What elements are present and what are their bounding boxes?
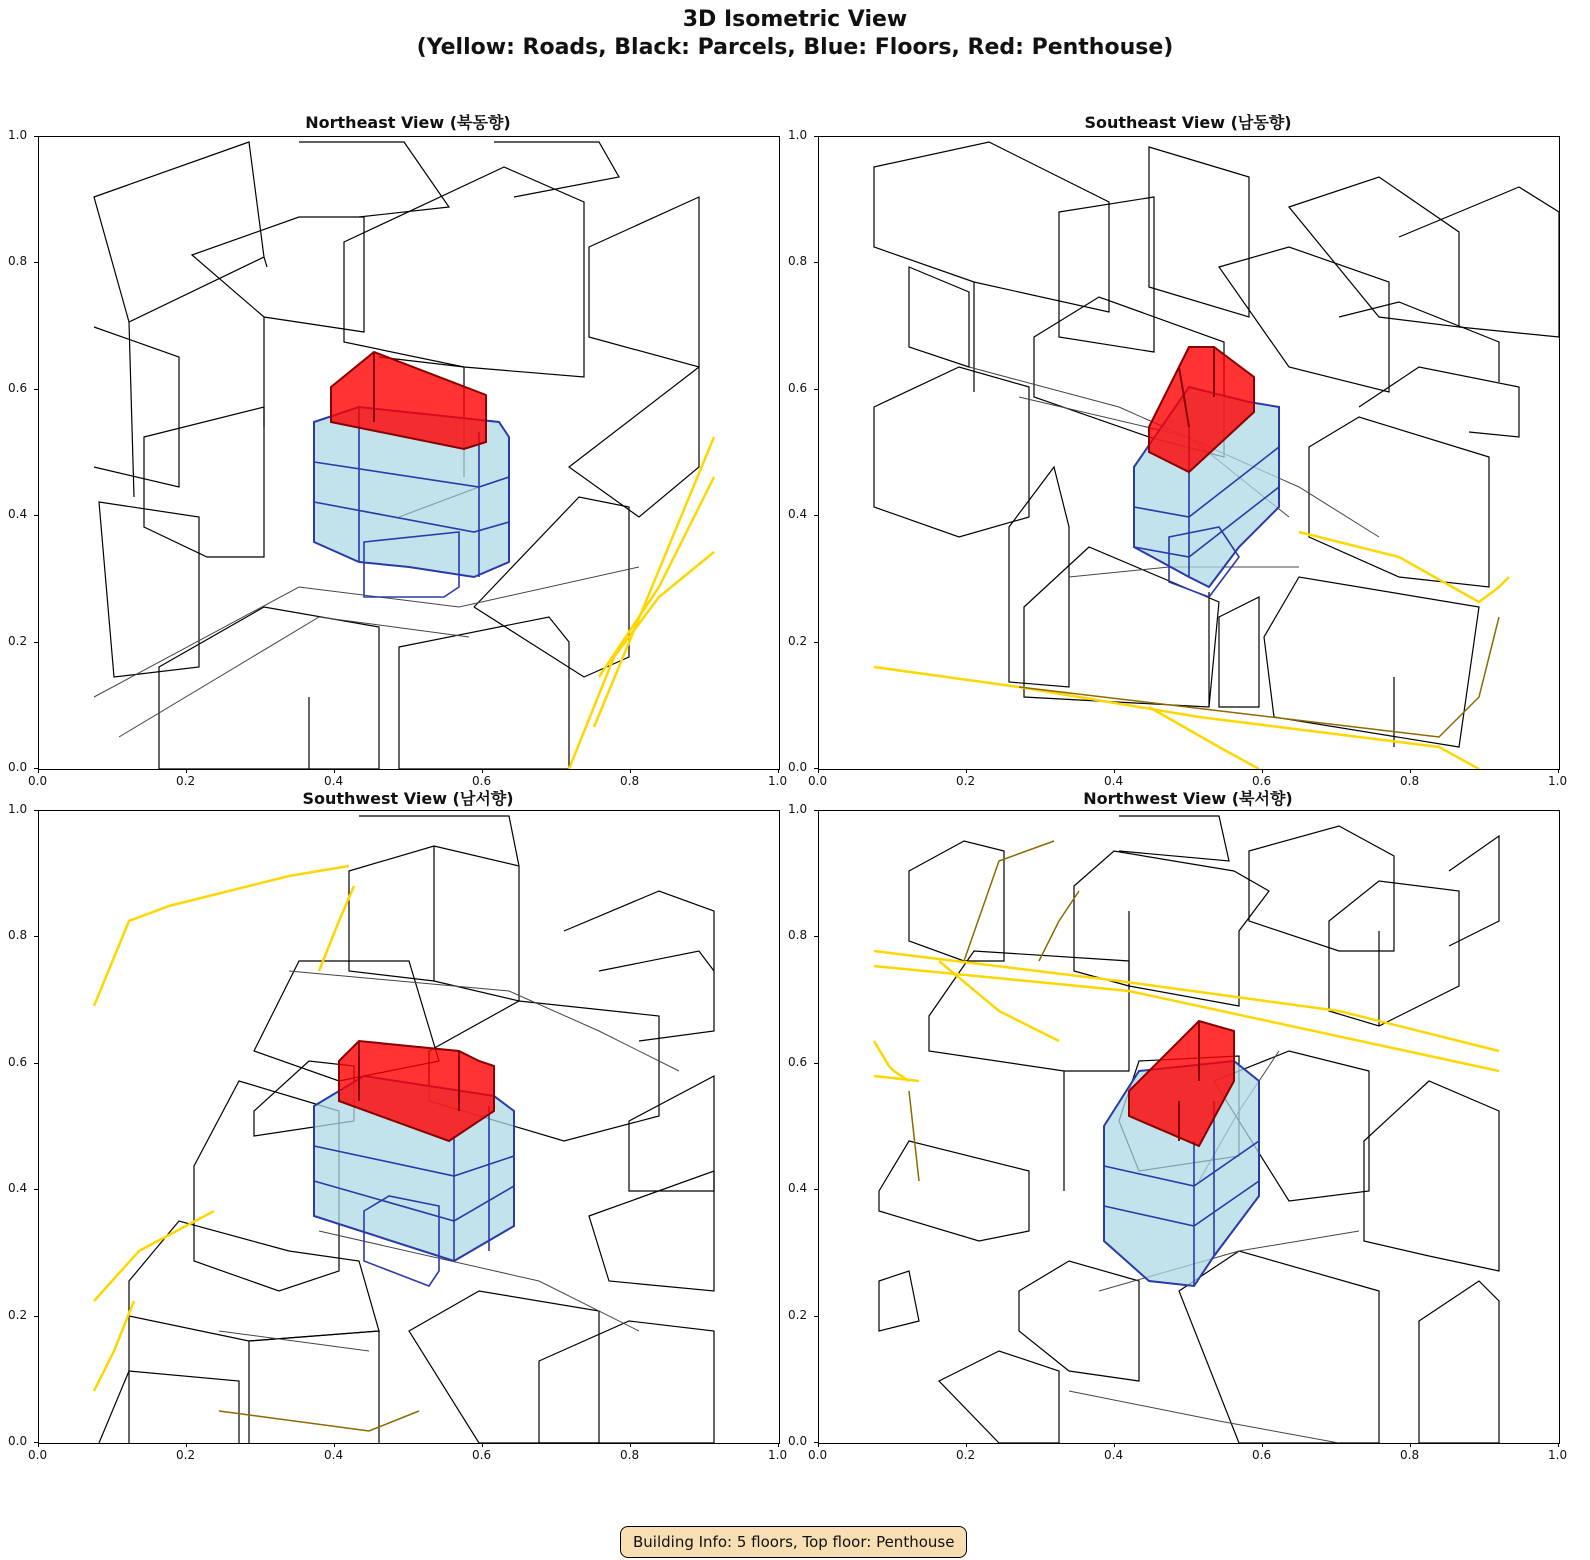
y-tick-label: 0.2	[8, 1307, 28, 1322]
building-info-box: Building Info: 5 floors, Top floor: Penthouse	[620, 1526, 967, 1558]
southeast-view-drawing	[819, 137, 1559, 769]
panel-title-northwest: Northwest View (북서향)	[1083, 789, 1293, 808]
y-tick-label: 0.2	[788, 633, 808, 648]
y-tick-mark	[814, 936, 818, 937]
y-tick-label: 1.0	[8, 802, 28, 816]
x-tick-mark	[38, 1443, 39, 1447]
y-tick-mark	[814, 389, 818, 390]
y-tick-mark	[814, 136, 818, 137]
x-tick-mark	[1558, 769, 1559, 773]
x-tick-mark	[1410, 769, 1411, 773]
southwest-view-drawing	[39, 811, 779, 1443]
x-tick-mark	[186, 1443, 187, 1447]
y-tick-label: 0.0	[8, 760, 28, 774]
y-tick-label: 0.2	[788, 1307, 808, 1322]
y-tick-mark	[814, 1442, 818, 1443]
x-tick-label: 0.6	[1252, 774, 1272, 788]
southwest-view-axes	[38, 810, 780, 1444]
y-tick-label: 0.8	[8, 254, 28, 269]
northeast-view-axes	[38, 136, 780, 770]
y-tick-label: 0.6	[8, 1054, 28, 1069]
y-tick-mark	[34, 262, 38, 263]
x-tick-mark	[1114, 769, 1115, 773]
x-tick-label: 0.2	[176, 1448, 196, 1462]
y-tick-mark	[34, 936, 38, 937]
x-tick-label: 1.0	[1548, 774, 1568, 788]
x-tick-label: 0.0	[28, 1448, 48, 1462]
y-tick-label: 0.8	[788, 928, 808, 943]
y-tick-label: 0.6	[788, 380, 808, 395]
y-tick-mark	[814, 810, 818, 811]
y-tick-mark	[814, 642, 818, 643]
southeast-view-axes	[818, 136, 1560, 770]
x-tick-label: 0.4	[1104, 1448, 1124, 1462]
x-tick-mark	[818, 769, 819, 773]
x-tick-label: 1.0	[768, 1448, 788, 1462]
y-tick-mark	[34, 136, 38, 137]
y-tick-mark	[34, 1316, 38, 1317]
y-tick-label: 0.0	[788, 1434, 808, 1448]
y-tick-mark	[814, 262, 818, 263]
x-tick-label: 0.2	[956, 1448, 976, 1462]
northwest-view-axes	[818, 810, 1560, 1444]
northwest-view-drawing	[819, 811, 1559, 1443]
x-tick-label: 0.6	[472, 774, 492, 788]
y-tick-label: 1.0	[8, 128, 28, 142]
y-tick-label: 0.4	[8, 1181, 28, 1196]
x-tick-mark	[966, 769, 967, 773]
y-tick-mark	[34, 810, 38, 811]
x-tick-label: 0.0	[808, 1448, 828, 1462]
y-tick-label: 0.4	[788, 1181, 808, 1196]
y-tick-mark	[814, 1189, 818, 1190]
y-tick-mark	[34, 1189, 38, 1190]
figure-title: 3D Isometric View	[682, 7, 908, 32]
y-tick-mark	[34, 768, 38, 769]
x-tick-label: 0.4	[324, 1448, 344, 1462]
x-tick-mark	[778, 1443, 779, 1447]
x-tick-label: 0.6	[1252, 1448, 1272, 1462]
y-tick-label: 0.8	[8, 928, 28, 943]
y-tick-mark	[34, 1063, 38, 1064]
x-tick-label: 0.2	[956, 774, 976, 788]
x-tick-label: 0.0	[28, 774, 48, 788]
x-tick-mark	[1114, 1443, 1115, 1447]
panel-title-southwest: Southwest View (남서향)	[302, 789, 514, 808]
y-tick-label: 0.6	[8, 380, 28, 395]
x-tick-label: 0.8	[1400, 1448, 1420, 1462]
y-tick-mark	[34, 1442, 38, 1443]
x-tick-mark	[778, 769, 779, 773]
x-tick-mark	[1558, 1443, 1559, 1447]
x-tick-label: 0.8	[620, 774, 640, 788]
x-tick-label: 0.4	[1104, 774, 1124, 788]
panel-title-northeast: Northeast View (북동향)	[305, 113, 511, 132]
x-tick-mark	[818, 1443, 819, 1447]
figure-subtitle: (Yellow: Roads, Black: Parcels, Blue: Floors, Red: Penthouse)	[416, 35, 1174, 60]
x-tick-mark	[966, 1443, 967, 1447]
y-tick-mark	[34, 389, 38, 390]
x-tick-label: 0.4	[324, 774, 344, 788]
x-tick-mark	[1262, 1443, 1263, 1447]
x-tick-label: 0.8	[1400, 774, 1420, 788]
y-tick-label: 0.2	[8, 633, 28, 648]
x-tick-mark	[482, 1443, 483, 1447]
x-tick-mark	[1262, 769, 1263, 773]
y-tick-label: 0.4	[788, 507, 808, 522]
x-tick-label: 0.2	[176, 774, 196, 788]
y-tick-label: 1.0	[788, 802, 808, 816]
x-tick-label: 0.8	[620, 1448, 640, 1462]
x-tick-label: 0.6	[472, 1448, 492, 1462]
x-tick-mark	[186, 769, 187, 773]
y-tick-mark	[814, 1063, 818, 1064]
y-tick-label: 0.0	[788, 760, 808, 774]
x-tick-label: 1.0	[768, 774, 788, 788]
x-tick-mark	[630, 1443, 631, 1447]
panel-title-southeast: Southeast View (남동향)	[1084, 113, 1292, 132]
y-tick-label: 0.4	[8, 507, 28, 522]
y-tick-mark	[814, 1316, 818, 1317]
y-tick-label: 0.0	[8, 1434, 28, 1448]
x-tick-mark	[38, 769, 39, 773]
y-tick-mark	[34, 515, 38, 516]
y-tick-mark	[814, 515, 818, 516]
y-tick-mark	[34, 642, 38, 643]
x-tick-mark	[1410, 1443, 1411, 1447]
y-tick-label: 1.0	[788, 128, 808, 142]
x-tick-label: 1.0	[1548, 1448, 1568, 1462]
x-tick-mark	[630, 769, 631, 773]
y-tick-mark	[814, 768, 818, 769]
x-tick-label: 0.0	[808, 774, 828, 788]
x-tick-mark	[334, 1443, 335, 1447]
x-tick-mark	[334, 769, 335, 773]
northeast-view-drawing	[39, 137, 779, 769]
x-tick-mark	[482, 769, 483, 773]
y-tick-label: 0.8	[788, 254, 808, 269]
y-tick-label: 0.6	[788, 1054, 808, 1069]
